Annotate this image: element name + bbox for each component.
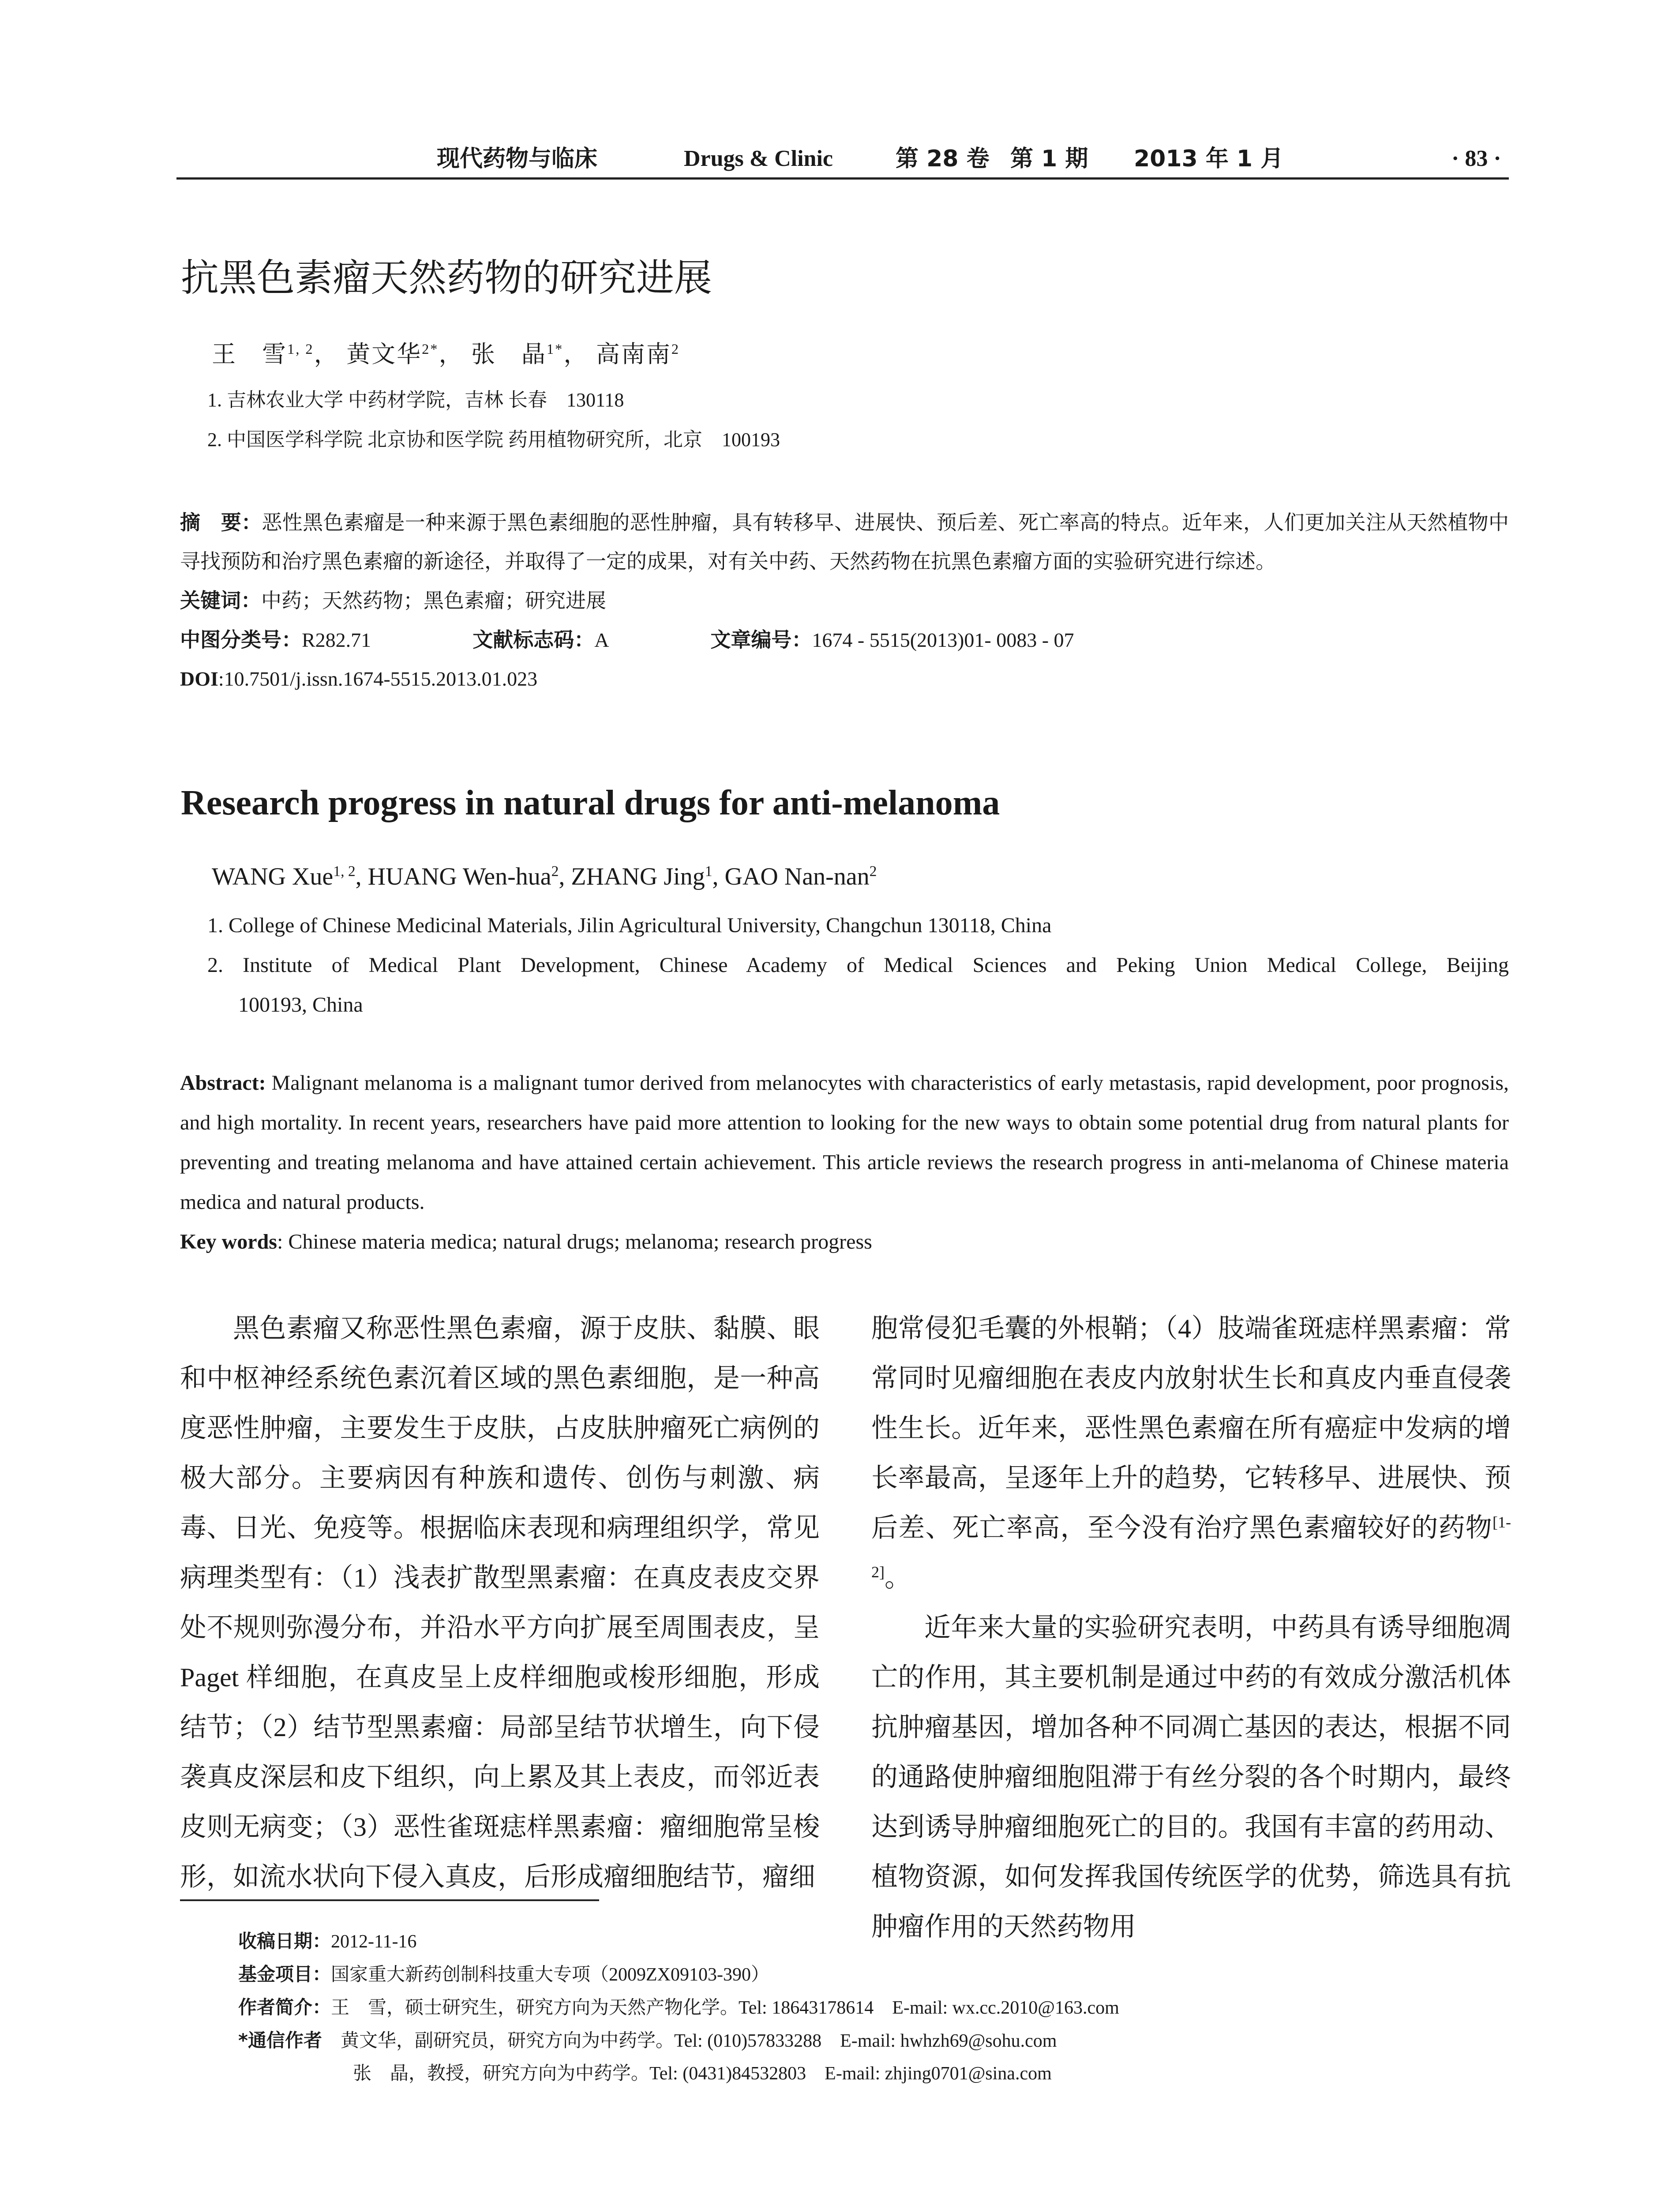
body-column-right xyxy=(871,1304,1511,1952)
footnote-corresponding-2: 张 晶，教授，研究方向为中药学。Tel: (0431)84532803 E-mail: zhjing0701@sina.com xyxy=(353,2063,1052,2084)
author-affiliation-mark: 1, 2 xyxy=(333,863,356,880)
doc-code-value: A xyxy=(594,629,609,651)
author-name: 高南南 xyxy=(596,341,671,368)
abstract-cn xyxy=(180,503,1509,581)
footnote-bio xyxy=(238,1992,1119,2023)
received-label: 收稿日期： xyxy=(238,1930,331,1952)
body-text: 。 xyxy=(885,1563,911,1592)
keywords-text-cn: 中药；天然药物；黑色素瘤；研究进展 xyxy=(261,589,606,612)
author-separator: , xyxy=(559,863,571,890)
doc-code-label: 文献标志码： xyxy=(472,628,595,652)
author-affiliation-mark: 1 xyxy=(705,863,712,880)
keywords-en xyxy=(180,1222,1509,1262)
abstract-en xyxy=(180,1063,1509,1222)
abstract-text-cn: 恶性黑色素瘤是一种来源于黑色素细胞的恶性肿瘤，具有转移早、进展快、预后差、死亡率高的特点。近年来，人们更加关注从天然植物中寻找预防和治疗黑色素瘤的新途径，并取得了一定的成果，对有关中药、天然药物在抗黑色素瘤方面的实验研究进行综述。 xyxy=(180,511,1509,573)
affiliation-cn-1: 1. 吉林农业大学 中药材学院，吉林 长春 130118 xyxy=(207,389,624,411)
fund-text: 国家重大新药创制科技重大专项（2009ZX09103-390） xyxy=(331,1965,769,1985)
affiliation-en-2-cont: 100193, China xyxy=(238,993,363,1017)
author-name-en: HUANG Wen-hua xyxy=(368,863,551,890)
journal-name-cn: 现代药物与临床 xyxy=(437,146,598,172)
abstract-label-en: Abstract: xyxy=(180,1071,266,1095)
page-number: · 83 · xyxy=(1451,146,1501,171)
clc-label: 中图分类号： xyxy=(180,628,302,652)
author-name: 张 晶 xyxy=(471,341,547,368)
author-name: 黄文华 xyxy=(346,341,422,368)
received-date: 2012-11-16 xyxy=(331,1932,417,1952)
author-affiliation-mark: 1, 2 xyxy=(287,341,314,357)
author-name-en: WANG Xue xyxy=(212,863,334,890)
footnote-received xyxy=(238,1926,416,1957)
author-name-en: ZHANG Jing xyxy=(571,863,705,890)
author-list-en xyxy=(212,863,877,891)
author-separator: , xyxy=(355,863,368,890)
bio-text: 王 雪，硕士研究生，研究方向为天然产物化学。Tel: 18643178614 E-mail: wx.cc.2010@163.com xyxy=(331,1998,1119,2018)
author-list-cn xyxy=(212,335,680,369)
body-text: 胞常侵犯毛囊的外根鞘；（4）肢端雀斑痣样黑素瘤：常常同时见瘤细胞在表皮内放射状生长和真皮内垂直侵袭性生长。近年来，恶性黑色素瘤在所有癌症中发病的增长率最高，呈逐年上升的趋势，它转移早、进展快、预后差、死亡率高，至今没有治疗黑色素瘤较好的药物 xyxy=(871,1314,1511,1542)
article-no-label: 文章编号： xyxy=(710,628,812,652)
footnote-corresponding xyxy=(238,2025,1057,2056)
issue-date: 2013 年 1 月 xyxy=(1134,146,1284,172)
classification-line xyxy=(180,620,1509,660)
abstract-block-cn xyxy=(180,503,1509,698)
footnote-divider xyxy=(180,1899,599,1901)
affiliation-cn-2: 2. 中国医学科学院 北京协和医学院 药用植物研究所，北京 100193 xyxy=(207,429,780,450)
corresponding-label: *通信作者 xyxy=(238,2030,322,2051)
issue: 第 1 期 xyxy=(1010,146,1088,172)
author-name: 王 雪 xyxy=(212,341,287,368)
body-column-left xyxy=(180,1304,820,1902)
keywords-label-cn: 关键词： xyxy=(180,589,261,612)
article-title-cn: 抗黑色素瘤天然药物的研究进展 xyxy=(181,256,712,300)
body-paragraph xyxy=(871,1304,1511,1603)
author-separator: ， xyxy=(439,341,464,368)
keywords-text-en: : Chinese materia medica; natural drugs; melanoma; research progress xyxy=(277,1230,872,1253)
fund-label: 基金项目： xyxy=(238,1963,331,1985)
body-paragraph: 近年来大量的实验研究表明，中药具有诱导细胞凋亡的作用，其主要机制是通过中药的有效成分激活机体抗肿瘤基因，增加各种不同凋亡基因的表达，根据不同的通路使肿瘤细胞阻滞于有丝分裂的各个时期内，最终达到诱导肿瘤细胞死亡的目的。我国有丰富的药用动、植物资源，如何发挥我国传统医学的优势，筛选具有抗肿瘤作用的天然药物用 xyxy=(871,1613,1511,1941)
doi-value: :10.7501/j.issn.1674-5515.2013.01.023 xyxy=(218,668,538,690)
keywords-cn xyxy=(180,581,1509,620)
author-name-en: GAO Nan-nan xyxy=(724,863,870,890)
doi-label: DOI xyxy=(180,668,218,690)
author-affiliation-mark: 1* xyxy=(546,341,564,357)
corresponding-author-1: 黄文华，副研究员，研究方向为中药学。Tel: (010)57833288 E-mail: hwhzh69@sohu.com xyxy=(322,2031,1057,2051)
author-affiliation-mark: 2 xyxy=(671,341,680,357)
author-separator: , xyxy=(712,863,725,890)
bio-label: 作者简介： xyxy=(238,1996,331,2018)
author-separator: ， xyxy=(314,341,339,368)
citation-ref: [1-2] xyxy=(871,1513,1511,1581)
abstract-text-en: Malignant melanoma is a malignant tumor derived from melanocytes with characteristics of early metastasis, rapid development, poor prognosis, and high mortality. In recent years, researchers have paid more attention to looking for the new ways to obtain some potential drug from natural plants for preventing and treating melanoma and have attained certain achievement. This article reviews the research progress in anti-melanoma of Chinese materia medica and natural products. xyxy=(180,1071,1509,1214)
author-affiliation-mark: 2 xyxy=(869,863,877,880)
body-paragraph: 黑色素瘤又称恶性黑色素瘤，源于皮肤、黏膜、眼和中枢神经系统色素沉着区域的黑色素细胞，是一种高度恶性肿瘤，主要发生于皮肤，占皮肤肿瘤死亡病例的极大部分。主要病因有种族和遗传、创伤与刺激、病毒、日光、免疫等。根据临床表现和病理组织学，常见病理类型有：（1）浅表扩散型黑素瘤：在真皮表皮交界处不规则弥漫分布，并沿水平方向扩展至周围表皮，呈 Paget 样细胞，在真皮呈上皮样细胞或梭形细胞，形成结节；（2）结节型黑素瘤：局部呈结节状增生，向下侵袭真皮深层和皮下组织，向上累及其上表皮，而邻近表皮则无病变；（3）恶性雀斑痣样黑素瘤：瘤细胞常呈梭形，如流水状向下侵入真皮，后形成瘤细胞结节，瘤细 xyxy=(180,1314,820,1891)
author-affiliation-mark: 2 xyxy=(551,863,559,880)
keywords-label-en: Key words xyxy=(180,1230,277,1253)
journal-name-en: Drugs & Clinic xyxy=(684,146,833,171)
footnote-fund xyxy=(238,1959,769,1990)
author-affiliation-mark: 2* xyxy=(422,341,439,357)
affiliation-en-1: 1. College of Chinese Medicinal Materials, Jilin Agricultural University, Changchun 130118, China xyxy=(207,914,1052,937)
affiliation-en-2: 2. Institute of Medical Plant Development, Chinese Academy of Medical Sciences and Peking Union Medical College, Beijing xyxy=(207,953,1509,977)
abstract-label-cn: 摘 要： xyxy=(180,510,262,534)
doi-line xyxy=(180,660,1509,698)
author-separator: ， xyxy=(563,341,589,368)
article-title-en: Research progress in natural drugs for anti-melanoma xyxy=(181,784,1000,822)
running-header xyxy=(176,140,1509,180)
volume: 第 28 卷 xyxy=(896,146,990,172)
clc-value: R282.71 xyxy=(302,629,371,651)
article-no-value: 1674 - 5515(2013)01- 0083 - 07 xyxy=(812,629,1074,651)
